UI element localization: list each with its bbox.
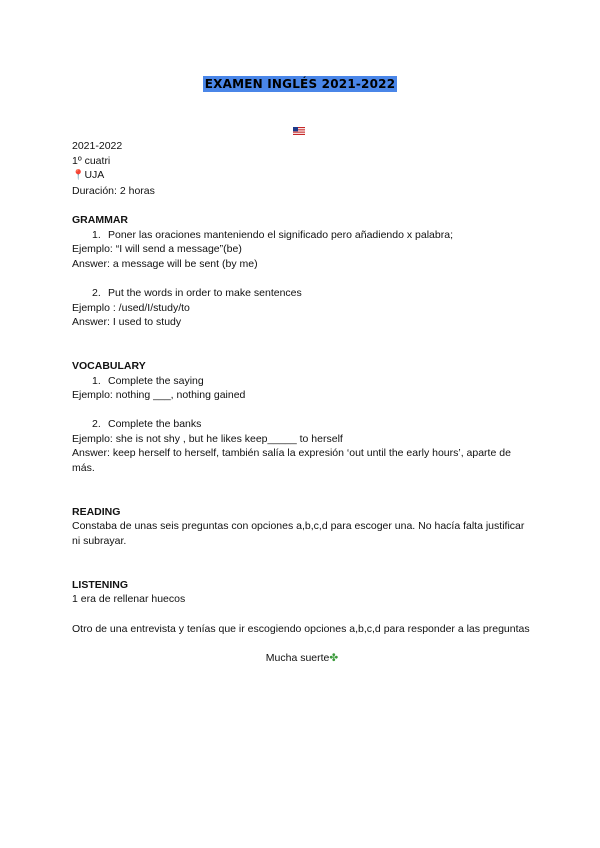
vocabulary-example-1: Ejemplo: nothing ___, nothing gained	[72, 389, 246, 402]
grammar-answer-2: Answer: I used to study	[72, 316, 182, 329]
four-leaf-clover-icon: ✤	[329, 651, 339, 664]
title-container	[0, 76, 600, 92]
info-place-row	[72, 168, 532, 184]
closing-line	[72, 651, 532, 666]
grammar-item-2	[72, 286, 532, 301]
vocabulary-item-2	[72, 417, 532, 432]
list-text: Complete the banks	[108, 418, 202, 431]
reading-text: Constaba de unas seis preguntas con opciones a,b,c,d para escoger una. No hacía falta justificar ni subrayar.	[72, 520, 525, 548]
grammar-heading: GRAMMAR	[72, 213, 128, 226]
info-duration: Duración: 2 horas	[72, 184, 155, 197]
closing-text: Mucha suerte	[265, 651, 330, 664]
list-number: 1.	[92, 374, 101, 387]
grammar-example-1: Ejemplo: “I will send a message”(be)	[72, 243, 242, 256]
info-term: 1º cuatri	[72, 154, 111, 167]
listening-line-1: 1 era de rellenar huecos	[72, 593, 186, 606]
listening-heading: LISTENING	[72, 578, 129, 591]
vocabulary-answer-2: Answer: keep herself to herself, también salía la expresión ‘out until the early hours’, aparte de más.	[72, 447, 511, 475]
reading-heading: READING	[72, 505, 121, 518]
listening-line-2: Otro de una entrevista y tenías que ir escogiendo opciones a,b,c,d para responder a las preguntas	[72, 622, 530, 635]
vocabulary-item-1	[72, 374, 532, 389]
info-place: UJA	[84, 169, 105, 182]
grammar-answer-1: Answer: a message will be sent (by me)	[72, 257, 258, 270]
list-text: Complete the saying	[108, 374, 204, 387]
list-text: Put the words in order to make sentences	[108, 286, 302, 299]
list-number: 1.	[92, 228, 101, 241]
grammar-example-2: Ejemplo : /used/I/study/to	[72, 301, 190, 314]
vocabulary-example-2: Ejemplo: she is not shy , but he likes keep_____ to herself	[72, 432, 343, 445]
document-body	[72, 139, 532, 665]
list-number: 2.	[92, 286, 101, 299]
pin-icon: 📍	[72, 170, 85, 182]
list-number: 2.	[92, 418, 101, 431]
info-year: 2021-2022	[72, 140, 123, 152]
document-title: EXAMEN INGLÉS 2021-2022	[204, 77, 396, 91]
vocabulary-heading: VOCABULARY	[72, 359, 146, 372]
list-text: Poner las oraciones manteniendo el significado pero añadiendo x palabra;	[108, 228, 453, 241]
grammar-item-1	[72, 228, 532, 243]
us-flag-icon	[293, 127, 305, 135]
